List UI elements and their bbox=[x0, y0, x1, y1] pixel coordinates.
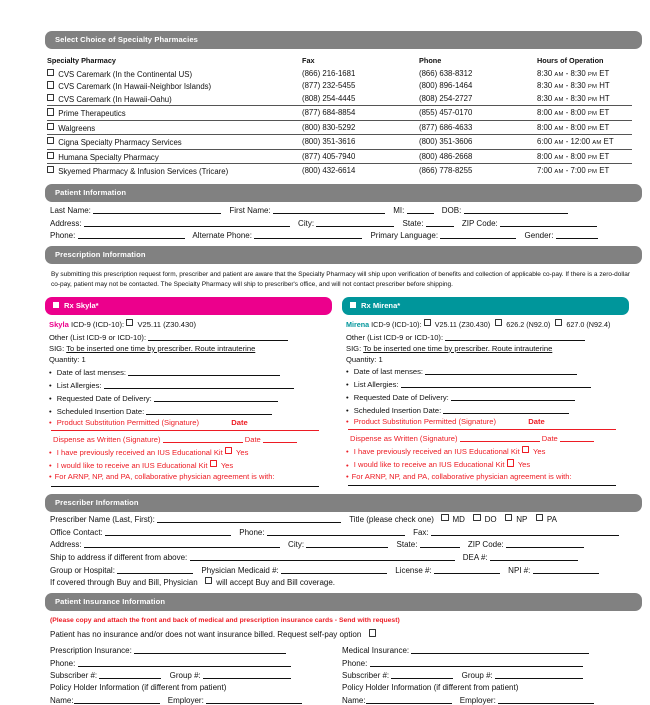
rx-column-mirena bbox=[342, 297, 629, 487]
rx-header-mirena bbox=[342, 297, 629, 315]
input-skyla-delivery[interactable] bbox=[154, 393, 278, 402]
label-ins-left-name: Name: bbox=[50, 695, 74, 705]
checkbox-buy-and-bill[interactable] bbox=[205, 577, 212, 584]
mirena-substitution-label: Product Substitution Permitted (Signature) bbox=[353, 417, 497, 427]
skyla-bullet-menses bbox=[49, 367, 332, 377]
pharmacy-name-cell bbox=[47, 120, 302, 134]
input-city[interactable] bbox=[316, 218, 394, 227]
label-first-name: First Name: bbox=[229, 206, 271, 216]
pharmacy-hours: 8:00 AM - 8:00 PM ET bbox=[537, 149, 632, 163]
pharmacy-name: Skyemed Pharmacy & Infusion Services (Tricare) bbox=[58, 167, 229, 177]
pharmacy-name: Prime Therapeutics bbox=[58, 109, 126, 119]
label-alt-phone: Alternate Phone: bbox=[192, 231, 252, 241]
checkbox-mirena-icd-2[interactable] bbox=[555, 319, 562, 326]
table-row bbox=[47, 135, 632, 149]
mirena-other-line bbox=[346, 332, 629, 342]
input-ins-right-group[interactable] bbox=[495, 670, 583, 679]
table-row bbox=[47, 93, 632, 106]
label-ins-left-phone: Phone: bbox=[50, 658, 76, 668]
checkbox-title-pa[interactable] bbox=[536, 514, 543, 521]
pharmacy-table-wrap bbox=[45, 56, 642, 177]
pharmacy-fax: (808) 254-4445 bbox=[302, 93, 356, 103]
label-self-pay: Patient has no insurance and/or does not want insurance billed. Request self-pay option bbox=[50, 630, 362, 640]
pharmacy-table bbox=[47, 56, 632, 177]
ins-right-sub-row bbox=[337, 668, 629, 681]
skyla-kit-request-label: I would like to receive an IUS Educational Kit bbox=[56, 460, 208, 470]
input-mirena-insertion[interactable] bbox=[443, 405, 569, 414]
input-ins-left-name[interactable] bbox=[74, 695, 160, 704]
section-header-prescription: Prescription Information bbox=[45, 246, 642, 264]
checkbox-title-np[interactable] bbox=[505, 514, 512, 521]
pharmacy-table-body bbox=[47, 68, 632, 177]
checkbox-mirena-kit-received[interactable] bbox=[522, 446, 529, 453]
label-buy-bill-pre: If covered through Buy and Bill, Physician bbox=[50, 578, 198, 588]
mirena-sig-text: To be inserted one time by prescriber. Route intrauterine bbox=[363, 343, 553, 353]
prescription-disclaimer: By submitting this prescription request form, prescriber and patient are aware that the Specialty Pharmacy will ship upon verification of benefits and collection of applicable co-pay. If there is a zero-dollar co-pay, patient may not be contacted. The Specialty Pharmacy will ship to prescriber's office, and will not contact prescriber before shipping. bbox=[51, 271, 631, 288]
label-ins-right-subscriber: Subscriber #: bbox=[342, 671, 390, 681]
skyla-icd-code-0: V25.11 (Z30.430) bbox=[137, 319, 197, 329]
col-header-hours: Hours of Operation bbox=[537, 56, 604, 65]
patient-row-3 bbox=[45, 228, 642, 241]
label-prescription-insurance: Prescription Insurance: bbox=[50, 646, 132, 656]
checkbox-pharmacy-7[interactable] bbox=[47, 166, 54, 173]
label-ins-right-policy-holder: Policy Holder Information (if different from patient) bbox=[342, 683, 519, 693]
skyla-brand: Skyla bbox=[49, 319, 69, 329]
rx-header-mirena-label: Rx Mirena* bbox=[361, 300, 401, 310]
input-skyla-allergies[interactable] bbox=[104, 380, 294, 389]
input-prescriber-phone[interactable] bbox=[267, 527, 405, 536]
section-header-pharmacies: Select Choice of Specialty Pharmacies bbox=[45, 31, 642, 49]
skyla-kit-received bbox=[49, 447, 332, 457]
mirena-kit-request-label: I would like to receive an IUS Educational Kit bbox=[353, 460, 505, 470]
input-medical-insurance[interactable] bbox=[411, 645, 589, 654]
checkbox-mirena-icd-0[interactable] bbox=[424, 319, 431, 326]
label-dea: DEA #: bbox=[462, 553, 488, 563]
rx-header-skyla bbox=[45, 297, 332, 315]
input-skyla-other-icd[interactable] bbox=[148, 332, 288, 341]
input-prescriber-zip[interactable] bbox=[506, 539, 584, 548]
label-gender: Gender: bbox=[524, 231, 554, 241]
input-skyla-dispense-signature[interactable] bbox=[163, 434, 243, 443]
checkbox-pharmacy-0[interactable] bbox=[47, 69, 54, 76]
skyla-substitution-line bbox=[49, 419, 332, 427]
skyla-bullet-allergies bbox=[49, 380, 332, 390]
label-office-contact: Office Contact: bbox=[50, 527, 103, 537]
input-zip[interactable] bbox=[500, 218, 597, 227]
input-ins-right-name[interactable] bbox=[366, 695, 452, 704]
table-row bbox=[47, 149, 632, 163]
pharmacy-phone: (800) 351-3606 bbox=[419, 135, 537, 149]
checkbox-pharmacy-3[interactable] bbox=[47, 108, 54, 115]
checkbox-skyla-icd-0[interactable] bbox=[126, 319, 133, 326]
col-header-fax: Fax bbox=[302, 56, 315, 65]
mirena-substitution-line bbox=[346, 418, 629, 426]
checkbox-skyla-kit-request[interactable] bbox=[210, 460, 217, 467]
prescriber-row-1 bbox=[45, 512, 642, 525]
input-skyla-dispense-date[interactable] bbox=[263, 434, 297, 443]
checkbox-title-do[interactable] bbox=[473, 514, 480, 521]
rx-header-skyla-label: Rx Skyla* bbox=[64, 300, 99, 310]
label-zip: ZIP Code: bbox=[461, 218, 498, 228]
checkbox-pharmacy-6[interactable] bbox=[47, 152, 54, 159]
input-phone[interactable] bbox=[78, 230, 185, 239]
skyla-bullet-delivery bbox=[49, 393, 332, 403]
mirena-brand: Mirena bbox=[346, 319, 370, 329]
mirena-sig-line bbox=[346, 345, 629, 353]
mirena-dispense-date-label: Date bbox=[541, 434, 558, 444]
section-header-patient: Patient Information bbox=[45, 184, 642, 202]
label-medical-insurance: Medical Insurance: bbox=[342, 646, 410, 656]
label-mi: MI: bbox=[393, 206, 405, 216]
label-ins-left-policy-holder: Policy Holder Information (if different from patient) bbox=[50, 683, 227, 693]
col-header-phone: Phone bbox=[419, 56, 442, 65]
insurance-red-note: (Please copy and attach the front and back of medical and prescription insurance cards - Send with request) bbox=[50, 617, 400, 625]
label-npi: NPI #: bbox=[508, 565, 531, 575]
skyla-bullet-insertion-label: Scheduled Insertion Date: bbox=[56, 406, 145, 416]
checkbox-title-md[interactable] bbox=[441, 514, 448, 521]
pharmacy-hours: 8:30 AM - 8:30 PM HT bbox=[537, 93, 610, 103]
label-ins-left-subscriber: Subscriber #: bbox=[50, 671, 98, 681]
input-ins-left-subscriber[interactable] bbox=[99, 670, 161, 679]
mirena-kit-request-yes: Yes bbox=[517, 460, 531, 470]
label-state: State: bbox=[402, 218, 424, 228]
label-ins-left-employer: Employer: bbox=[167, 695, 204, 705]
mirena-dispense-label: Dispense as Written (Signature) bbox=[350, 434, 458, 444]
input-ins-right-employer[interactable] bbox=[498, 695, 594, 704]
skyla-sig-text: To be inserted one time by prescriber. Route intrauterine bbox=[66, 343, 256, 353]
mirena-kit-request bbox=[346, 459, 629, 469]
input-medicaid[interactable] bbox=[281, 565, 387, 574]
table-row bbox=[47, 68, 632, 80]
mirena-icd-label: ICD-9 (ICD-10): bbox=[371, 319, 422, 329]
pharmacy-phone: (866) 638-8312 bbox=[419, 69, 473, 79]
pharmacy-name: Humana Specialty Pharmacy bbox=[58, 152, 159, 162]
label-title-do: DO bbox=[484, 515, 497, 525]
pharmacy-name: CVS Caremark (In Hawaii-Neighbor Islands) bbox=[58, 82, 212, 92]
pharmacy-name-cell bbox=[47, 93, 302, 106]
checkbox-rx-mirena[interactable] bbox=[350, 302, 356, 308]
label-prescriber-state: State: bbox=[396, 540, 418, 550]
mirena-collaborative: • For ARNP, NP, and PA, collaborative physician agreement is with: bbox=[346, 473, 629, 481]
prescriber-row-2 bbox=[45, 524, 642, 537]
mirena-bullet-delivery-label: Requested Date of Delivery: bbox=[353, 393, 449, 403]
mirena-bullet-allergies-label: List Allergies: bbox=[353, 380, 399, 390]
input-first-name[interactable] bbox=[273, 205, 385, 214]
checkbox-mirena-kit-request[interactable] bbox=[507, 459, 514, 466]
checkbox-skyla-kit-received[interactable] bbox=[225, 447, 232, 454]
ins-left-title-row bbox=[45, 643, 337, 656]
pharmacy-hours: 8:30 AM - 8:30 PM HT bbox=[537, 81, 610, 91]
mirena-kit-received-yes: Yes bbox=[533, 447, 546, 457]
label-prescriber-name: Prescriber Name (Last, First): bbox=[50, 515, 155, 525]
pharmacy-phone: (800) 896-1464 bbox=[419, 81, 473, 91]
rx-body-skyla bbox=[45, 315, 332, 487]
label-primary-language: Primary Language: bbox=[370, 231, 439, 241]
pharmacy-hours: 8:00 AM - 8:00 PM ET bbox=[537, 120, 632, 134]
ins-left-sub-row bbox=[45, 668, 337, 681]
mirena-bullet-delivery bbox=[346, 392, 629, 402]
skyla-kit-received-yes: Yes bbox=[236, 447, 249, 457]
input-ship-to[interactable] bbox=[190, 552, 455, 561]
label-medicaid: Physician Medicaid #: bbox=[201, 565, 279, 575]
pharmacy-name: Cigna Specialty Pharmacy Services bbox=[58, 138, 182, 148]
input-dea[interactable] bbox=[490, 552, 578, 561]
input-ins-left-employer[interactable] bbox=[206, 695, 302, 704]
mirena-icd-code-0: V25.11 (Z30.430) bbox=[434, 319, 491, 329]
skyla-bullet-allergies-label: List Allergies: bbox=[56, 380, 102, 390]
rx-columns bbox=[45, 297, 642, 487]
skyla-sig-label: SIG: bbox=[49, 343, 65, 353]
input-license[interactable] bbox=[434, 565, 500, 574]
ins-left-name-row bbox=[45, 692, 337, 705]
label-ins-left-group: Group #: bbox=[169, 671, 201, 681]
form-sheet bbox=[45, 31, 642, 705]
skyla-dispense-label: Dispense as Written (Signature) bbox=[53, 434, 161, 444]
rx-body-mirena bbox=[342, 315, 629, 486]
input-office-contact[interactable] bbox=[105, 527, 231, 536]
pharmacy-hours: 8:00 AM - 8:00 PM ET bbox=[537, 106, 632, 120]
mirena-collaborative-line[interactable] bbox=[348, 485, 616, 486]
pharmacy-hours: 7:00 AM - 7:00 PM ET bbox=[537, 164, 632, 178]
input-ins-right-phone[interactable] bbox=[370, 658, 583, 667]
label-buy-bill-post: will accept Buy and Bill coverage. bbox=[216, 578, 336, 588]
pharmacy-name: CVS Caremark (In Hawaii-Oahu) bbox=[58, 95, 172, 105]
pharmacy-name: CVS Caremark (In the Continental US) bbox=[58, 70, 193, 80]
input-ins-right-subscriber[interactable] bbox=[391, 670, 453, 679]
input-group-hospital[interactable] bbox=[117, 565, 193, 574]
label-ins-right-employer: Employer: bbox=[459, 695, 496, 705]
skyla-sig-line bbox=[49, 345, 332, 353]
label-ins-right-group: Group #: bbox=[461, 671, 493, 681]
ins-right-name-row bbox=[337, 692, 629, 705]
pharmacy-fax: (877) 405-7940 bbox=[302, 149, 419, 163]
label-title-pa: PA bbox=[546, 515, 557, 525]
input-ins-left-group[interactable] bbox=[203, 670, 291, 679]
mirena-quantity: Quantity: 1 bbox=[346, 354, 383, 364]
mirena-icd-line bbox=[346, 319, 629, 328]
table-row bbox=[47, 120, 632, 134]
skyla-bullet-insertion bbox=[49, 406, 332, 416]
prescriber-row-3 bbox=[45, 537, 642, 550]
label-prescriber-fax: Fax: bbox=[413, 527, 429, 537]
input-prescription-insurance[interactable] bbox=[134, 645, 286, 654]
input-prescriber-city[interactable] bbox=[306, 539, 388, 548]
skyla-kit-request-yes: Yes bbox=[220, 460, 234, 470]
insurance-self-pay-row bbox=[45, 624, 642, 639]
mirena-icd-code-2: 627.0 (N92.4) bbox=[566, 319, 611, 329]
input-primary-language[interactable] bbox=[440, 230, 516, 239]
mirena-substitution-date-label: Date bbox=[528, 417, 545, 427]
skyla-quantity: Quantity: 1 bbox=[49, 354, 86, 364]
table-row bbox=[47, 80, 632, 92]
skyla-other-label: Other (List ICD-9 or ICD-10): bbox=[49, 332, 147, 342]
skyla-substitution-date-label: Date bbox=[231, 417, 248, 427]
pharmacy-name-cell bbox=[47, 149, 302, 163]
label-phone: Phone: bbox=[50, 231, 76, 241]
skyla-icd-line bbox=[49, 319, 332, 329]
checkbox-pharmacy-1[interactable] bbox=[47, 81, 54, 88]
insurance-columns bbox=[45, 643, 642, 705]
mirena-bullet-allergies bbox=[346, 379, 629, 389]
mirena-bullet-insertion bbox=[346, 405, 629, 415]
pharmacy-name-cell bbox=[47, 135, 302, 149]
pharmacy-fax: (800) 351-3616 bbox=[302, 135, 419, 149]
label-ship-to: Ship to address if different from above: bbox=[50, 553, 188, 563]
input-address[interactable] bbox=[84, 218, 290, 227]
label-address: Address: bbox=[50, 218, 82, 228]
pharmacy-name-cell bbox=[47, 164, 302, 178]
table-row bbox=[47, 106, 632, 120]
pharmacy-name-cell bbox=[47, 68, 302, 80]
input-dob[interactable] bbox=[464, 205, 568, 214]
input-prescriber-fax[interactable] bbox=[431, 527, 619, 536]
skyla-dispense-line bbox=[49, 434, 332, 444]
skyla-substitution-label: Product Substitution Permitted (Signature) bbox=[56, 417, 200, 427]
label-prescriber-city: City: bbox=[288, 540, 305, 550]
input-mirena-dispense-date[interactable] bbox=[560, 433, 594, 442]
skyla-bullet-menses-label: Date of last menses: bbox=[56, 367, 127, 377]
pharmacy-phone: (808) 254-2727 bbox=[419, 93, 473, 103]
label-ins-right-name: Name: bbox=[342, 695, 366, 705]
pharmacy-fax: (877) 232-5455 bbox=[302, 81, 356, 91]
mirena-other-label: Other (List ICD-9 or ICD-10): bbox=[346, 332, 444, 342]
pharmacy-phone: (800) 486-2668 bbox=[419, 149, 537, 163]
input-ins-left-phone[interactable] bbox=[78, 658, 291, 667]
insurance-column-medical bbox=[337, 643, 629, 705]
mirena-icd-code-1: 626.2 (N92.0) bbox=[506, 319, 551, 329]
skyla-kit-request bbox=[49, 460, 332, 470]
ins-right-phone-row bbox=[337, 655, 629, 668]
prescriber-row-6 bbox=[45, 575, 642, 588]
input-mirena-dispense-signature[interactable] bbox=[460, 433, 540, 442]
skyla-collaborative-line[interactable] bbox=[51, 486, 319, 487]
insurance-column-prescription bbox=[45, 643, 337, 705]
input-mirena-menses[interactable] bbox=[425, 366, 577, 375]
input-mirena-delivery[interactable] bbox=[451, 392, 575, 401]
patient-row-1 bbox=[45, 202, 642, 215]
checkbox-pharmacy-2[interactable] bbox=[47, 94, 54, 101]
input-gender[interactable] bbox=[556, 230, 598, 239]
pharmacy-name: Walgreens bbox=[58, 123, 96, 133]
label-title-np: NP bbox=[516, 515, 528, 525]
mirena-substitution-signature-line[interactable] bbox=[348, 429, 616, 430]
mirena-kit-received-label: I have previously received an IUS Educational Kit bbox=[353, 447, 520, 457]
mirena-dispense-line bbox=[346, 433, 629, 443]
pharmacy-table-header-row bbox=[47, 56, 632, 68]
skyla-other-line bbox=[49, 332, 332, 342]
pharmacy-phone: (877) 686-4633 bbox=[419, 120, 537, 134]
skyla-dispense-date-label: Date bbox=[244, 434, 261, 444]
pharmacy-phone: (866) 778-8255 bbox=[419, 164, 537, 178]
checkbox-mirena-icd-1[interactable] bbox=[495, 319, 502, 326]
rx-column-skyla bbox=[45, 297, 332, 487]
skyla-substitution-signature-line[interactable] bbox=[51, 430, 319, 431]
pharmacy-fax: (877) 684-8854 bbox=[302, 106, 419, 120]
skyla-kit-received-label: I have previously received an IUS Educational Kit bbox=[56, 447, 223, 457]
ins-left-phone-row bbox=[45, 655, 337, 668]
mirena-bullet-menses bbox=[346, 366, 629, 376]
skyla-bullet-delivery-label: Requested Date of Delivery: bbox=[56, 393, 152, 403]
label-prescriber-address: Address: bbox=[50, 540, 82, 550]
input-alt-phone[interactable] bbox=[254, 230, 362, 239]
section-header-prescriber: Prescriber Information bbox=[45, 494, 642, 512]
input-skyla-menses[interactable] bbox=[128, 367, 280, 376]
patient-row-2 bbox=[45, 215, 642, 228]
label-city: City: bbox=[298, 218, 315, 228]
checkbox-rx-skyla[interactable] bbox=[53, 302, 59, 308]
input-mirena-allergies[interactable] bbox=[401, 379, 591, 388]
pharmacy-hours: 6:00 AM - 12:00 AM ET bbox=[537, 135, 632, 149]
mirena-kit-received bbox=[346, 446, 629, 456]
pharmacy-hours: 8:30 AM - 8:30 PM ET bbox=[537, 69, 610, 79]
input-mirena-other-icd[interactable] bbox=[445, 332, 585, 341]
section-header-insurance: Patient Insurance Information bbox=[45, 593, 642, 611]
label-prescriber-phone: Phone: bbox=[239, 527, 265, 537]
input-mi[interactable] bbox=[407, 205, 434, 214]
checkbox-pharmacy-4[interactable] bbox=[47, 123, 54, 130]
prescriber-row-5 bbox=[45, 562, 642, 575]
mirena-sig-label: SIG: bbox=[346, 343, 362, 353]
input-prescriber-state[interactable] bbox=[420, 539, 460, 548]
label-ins-right-phone: Phone: bbox=[342, 658, 368, 668]
ins-right-title-row bbox=[337, 643, 629, 656]
label-license: License #: bbox=[395, 565, 432, 575]
input-prescriber-address[interactable] bbox=[84, 539, 280, 548]
input-npi[interactable] bbox=[533, 565, 599, 574]
label-title-md: MD bbox=[452, 515, 465, 525]
label-dob: DOB: bbox=[441, 206, 462, 216]
label-prescriber-zip: ZIP Code: bbox=[467, 540, 504, 550]
input-skyla-insertion[interactable] bbox=[146, 406, 272, 415]
input-last-name[interactable] bbox=[93, 205, 221, 214]
pharmacy-phone: (855) 457-0170 bbox=[419, 106, 537, 120]
mirena-bullet-insertion-label: Scheduled Insertion Date: bbox=[353, 406, 442, 416]
pharmacy-fax: (866) 216-1681 bbox=[302, 69, 356, 79]
input-prescriber-name[interactable] bbox=[157, 514, 341, 523]
prescriber-row-4 bbox=[45, 549, 642, 562]
input-state[interactable] bbox=[426, 218, 454, 227]
checkbox-pharmacy-5[interactable] bbox=[47, 137, 54, 144]
skyla-collaborative: • For ARNP, NP, and PA, collaborative physician agreement is with: bbox=[49, 473, 332, 481]
pharmacy-fax: (800) 830-5292 bbox=[302, 120, 419, 134]
pharmacy-name-cell bbox=[47, 106, 302, 120]
table-row bbox=[47, 164, 632, 178]
pharmacy-name-cell bbox=[47, 80, 302, 92]
label-group-hospital: Group or Hospital: bbox=[50, 565, 115, 575]
label-last-name: Last Name: bbox=[50, 206, 91, 216]
col-header-pharmacy: Specialty Pharmacy bbox=[47, 56, 116, 65]
mirena-bullet-menses-label: Date of last menses: bbox=[353, 367, 424, 377]
checkbox-self-pay[interactable] bbox=[369, 629, 376, 636]
skyla-icd-label: ICD-9 (ICD-10): bbox=[70, 319, 125, 329]
pharmacy-fax: (800) 432-6614 bbox=[302, 164, 419, 178]
label-title: Title (please check one) bbox=[349, 515, 434, 525]
